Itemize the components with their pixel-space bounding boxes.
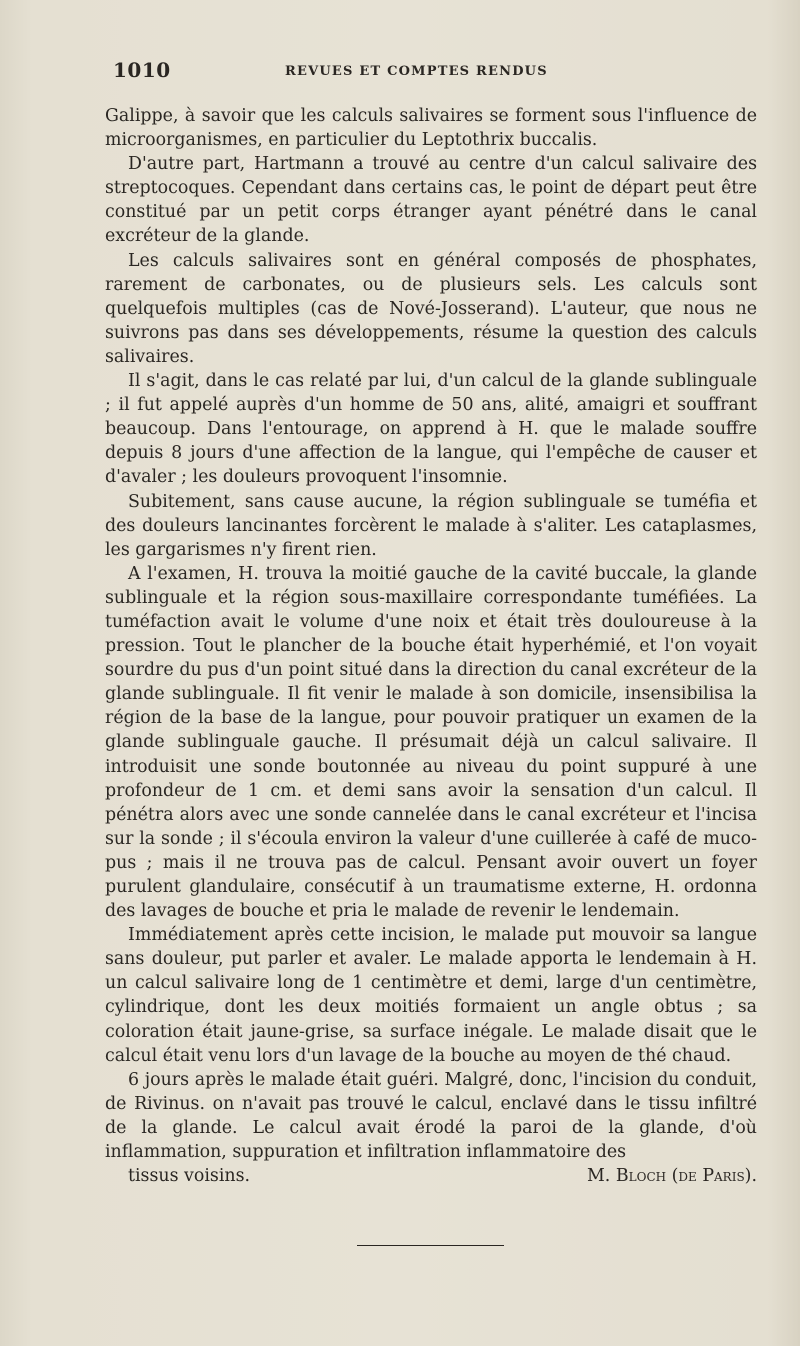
paragraph: Les calculs salivaires sont en général composés de phosphates, rarement de carbonates, ou de plusieurs sels. Les calculs sont quelquefois multiples (cas de Nové-Josserand). L'auteur, que nous ne suivrons pas dans ses développements, résume la question des calculs salivaires. — [105, 250, 757, 367]
paragraph: A l'examen, H. trouva la moitié gauche de la cavité buccale, la glande sublinguale et la région sous-maxillaire correspondante tuméfiées. La tuméfaction avait le volume d'une noix et était très douloureuse à la pression. Tout le plancher de la bouche était hyperhémié, et l'on voyait sourdre du pus d'un point situé dans la direction du canal excréteur de la glande sublinguale. Il fit venir le malade à son domicile, insensibilisa la région de la base de la langue, pour pouvoir pratiquer un examen de la glande sublinguale gauche. Il présumait déjà un calcul salivaire. Il introduisit une sonde boutonnée au niveau du point suppuré à une profondeur de 1 cm. et demi sans avoir la sensation d'un calcul. Il pénétra alors avec une sonde cannelée dans le canal excréteur et l'incisa sur la sonde ; il s'écoula environ la valeur d'une cuillerée à café de muco-pus ; mais il ne trouva pas de calcul. Pensant avoir ouvert un foyer purulent glandulaire, consécutif à un traumatisme externe, H. ordonna des lavages de bouche et pria le malade de revenir le lendemain. — [105, 563, 757, 922]
article-body — [105, 104, 757, 1188]
paragraph: Subitement, sans cause aucune, la région sublinguale se tuméfia et des douleurs lancinantes forcèrent le malade à s'aliter. Les cataplasmes, les gargarismes n'y firent rien. — [105, 491, 757, 560]
paragraph: Immédiatement après cette incision, le malade put mouvoir sa langue sans douleur, put parler et avaler. Le malade apporta le lendemain à H. un calcul salivaire long de 1 centimètre et demi, large d'un centimètre, cylindrique, dont les deux moitiés formaient un angle obtus ; sa coloration était jaune-grise, sa surface inégale. Le malade disait que le calcul était venu lors d'un lavage de la bouche au moyen de thé chaud. — [105, 925, 757, 1066]
paragraph: Galippe, à savoir que les calculs salivaires se forment sous l'influence de microorganismes, en particulier du Leptothrix buccalis. — [105, 106, 757, 151]
closing-words: tissus voisins. — [128, 1166, 251, 1187]
end-rule — [357, 1245, 504, 1246]
closing-line — [105, 1164, 757, 1188]
paragraph: D'autre part, Hartmann a trouvé au centre d'un calcul salivaire des streptocoques. Cependant dans certains cas, le point de départ peut être constitué par un petit corps étranger ayant pénétré dans le canal excréteur de la glande. — [105, 154, 757, 247]
author-signature: M. Bloch (de Paris). — [587, 1166, 757, 1187]
page-number: 1010 — [113, 58, 171, 82]
paragraph: Il s'agit, dans le cas relaté par lui, d'un calcul de la glande sublinguale ; il fut appelé auprès d'un homme de 50 ans, alité, amaigri et souffrant beaucoup. Dans l'entourage, on apprend à H. que le malade souffre depuis 8 jours d'une affection de la langue, qui l'empêche de causer et d'avaler ; les douleurs provoquent l'insomnie. — [105, 371, 757, 488]
paragraph: 6 jours après le malade était guéri. Malgré, donc, l'incision du conduit, de Rivinus. on n'avait pas trouvé le calcul, enclavé dans le tissu infiltré de la glande. Le calcul avait érodé la paroi de la glande, d'où inflammation, suppuration et infiltration inflammatoire des — [105, 1069, 757, 1163]
page-header — [105, 58, 757, 88]
running-title: REVUES ET COMPTES RENDUS — [285, 64, 548, 79]
